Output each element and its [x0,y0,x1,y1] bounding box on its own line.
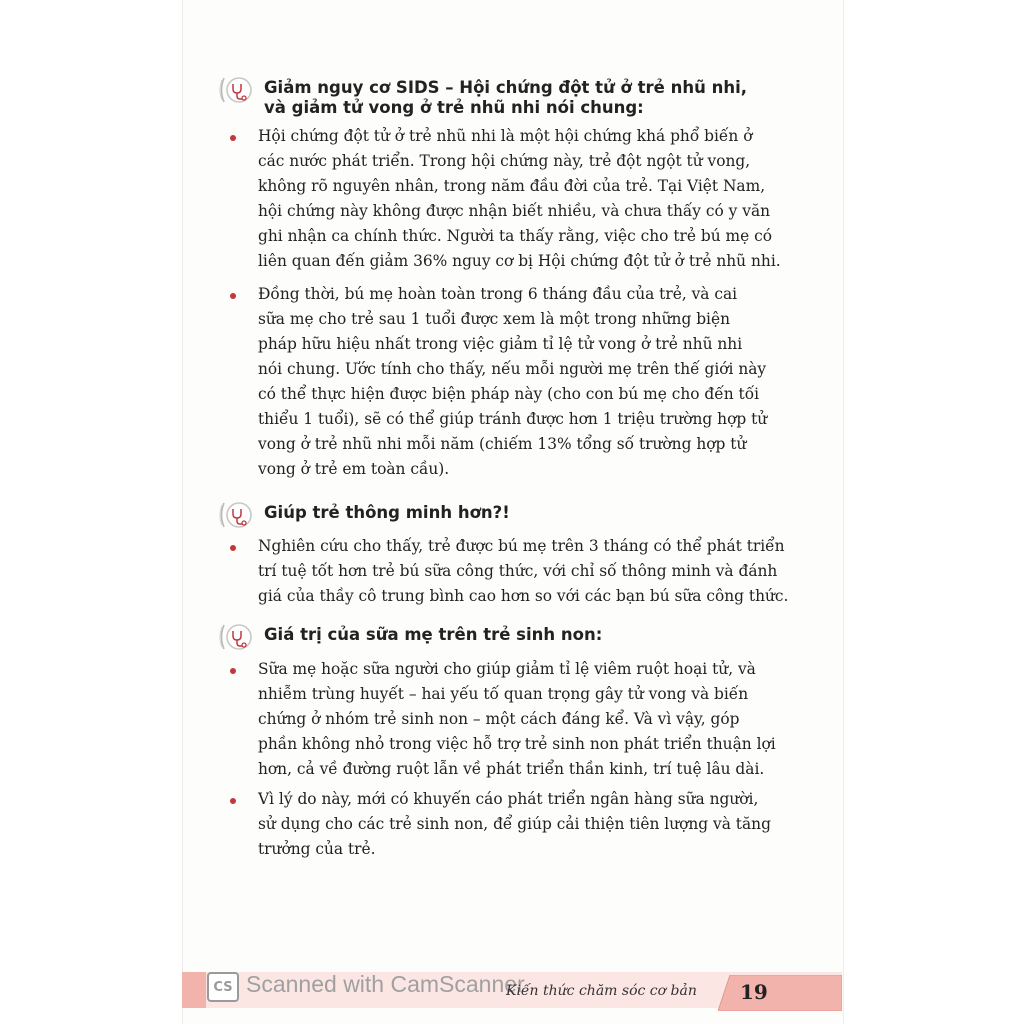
section-heading-sids [218,78,747,118]
heading-line: Giảm nguy cơ SIDS – Hội chứng đột tử ở trẻ nhũ nhi, [264,78,747,97]
text-line: nói chung. Ước tính cho thấy, nếu mỗi người mẹ trên thế giới này [258,360,767,378]
stethoscope-icon [218,622,256,652]
bullet-dot [230,293,236,299]
text-line: không rõ nguyên nhân, trong năm đầu đời của trẻ. Tại Việt Nam, [258,177,766,195]
text-line: sử dụng cho các trẻ sinh non, để giúp cải thiện tiên lượng và tăng [258,815,771,833]
section-heading-intelligence [218,503,510,533]
text-line: hơn, cả về đường ruột lẫn về phát triển thần kinh, trí tuệ lâu dài. [258,760,765,778]
bullet-dot [230,135,236,141]
text-line: Nghiên cứu cho thấy, trẻ được bú mẹ trên 3 tháng có thể phát triển [258,537,785,555]
stethoscope-icon [218,75,256,105]
text-line: pháp hữu hiệu nhất trong việc giảm tỉ lệ tử vong ở trẻ nhũ nhi [258,335,743,353]
bullet-dot [230,798,236,804]
text-line: các nước phát triển. Trong hội chứng này, trẻ đột ngột tử vong, [258,152,751,170]
text-line: nhiễm trùng huyết – hai yếu tố quan trọng gây tử vong và biến [258,685,749,703]
text-line: sữa mẹ cho trẻ sau 1 tuổi được xem là một trong những biện [258,310,730,328]
text-line: liên quan đến giảm 36% nguy cơ bị Hội chứng đột tử ở trẻ nhũ nhi. [258,252,781,270]
page-number: 19 [740,980,768,1004]
text-line: trí tuệ tốt hơn trẻ bú sữa công thức, với chỉ số thông minh và đánh [258,562,778,580]
section-heading-premature [218,625,602,655]
heading-line: và giảm tử vong ở trẻ nhũ nhi nói chung: [264,98,644,117]
camscanner-logo-icon: CS [207,972,239,1002]
text-line: giá của thầy cô trung bình cao hơn so với các bạn bú sữa công thức. [258,587,789,605]
scanner-watermark: Scanned with CamScanner [246,971,525,997]
text-line: hội chứng này không được nhận biết nhiều, và chưa thấy có y văn [258,202,771,220]
bullet-dot [230,545,236,551]
text-line: có thể thực hiện được biện pháp này (cho con bú mẹ cho đến tối [258,385,760,403]
text-line: ghi nhận ca chính thức. Người ta thấy rằng, việc cho trẻ bú mẹ có [258,227,773,245]
footer-accent [182,972,206,1008]
text-line: phần không nhỏ trong việc hỗ trợ trẻ sinh non phát triển thuận lợi [258,735,776,753]
heading-line: Giá trị của sữa mẹ trên trẻ sinh non: [264,625,603,644]
page-number-box [718,975,842,1011]
text-line: vong ở trẻ em toàn cầu). [258,460,450,478]
text-line: trưởng của trẻ. [258,840,376,858]
text-line: Sữa mẹ hoặc sữa người cho giúp giảm tỉ lệ viêm ruột hoại tử, và [258,660,756,678]
text-line: Vì lý do này, mới có khuyến cáo phát triển ngân hàng sữa người, [258,790,759,808]
text-line: Hội chứng đột tử ở trẻ nhũ nhi là một hội chứng khá phổ biến ở [258,127,753,145]
book-title: Kiến thức chăm sóc cơ bản [506,983,697,999]
text-line: Đồng thời, bú mẹ hoàn toàn trong 6 tháng đầu của trẻ, và cai [258,285,738,303]
stethoscope-icon [218,500,256,530]
heading-line: Giúp trẻ thông minh hơn?! [264,503,510,522]
text-line: vong ở trẻ nhũ nhi mỗi năm (chiếm 13% tổng số trường hợp tử [258,435,747,453]
text-line: chứng ở nhóm trẻ sinh non – một cách đáng kể. Và vì vậy, góp [258,710,740,728]
text-line: thiểu 1 tuổi), sẽ có thể giúp tránh được hơn 1 triệu trường hợp tử [258,410,768,428]
bullet-dot [230,668,236,674]
